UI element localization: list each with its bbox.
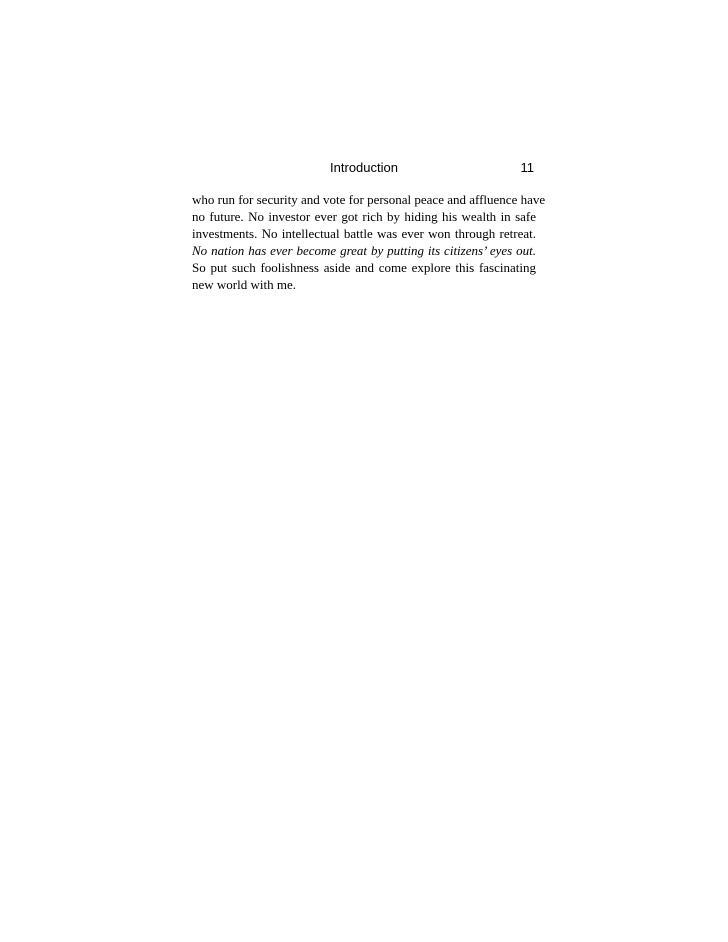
text-line: So put such foolishness aside and come explore this fascinating: [192, 260, 536, 275]
section-title: Introduction: [330, 160, 398, 175]
text-line: investments. No intellectual battle was ever won through retreat.: [192, 226, 536, 241]
body-paragraph: [192, 191, 546, 293]
running-header: [192, 159, 536, 177]
text-line: who run for security and vote for personal peace and affluence have: [192, 192, 546, 207]
text-line: new world with me.: [192, 277, 296, 292]
page-number: 11: [520, 160, 534, 175]
text-line: no future. No investor ever got rich by hiding his wealth in safe: [192, 209, 536, 224]
italic-text-line: No nation has ever become great by putting its citizens’ eyes out.: [192, 243, 536, 258]
